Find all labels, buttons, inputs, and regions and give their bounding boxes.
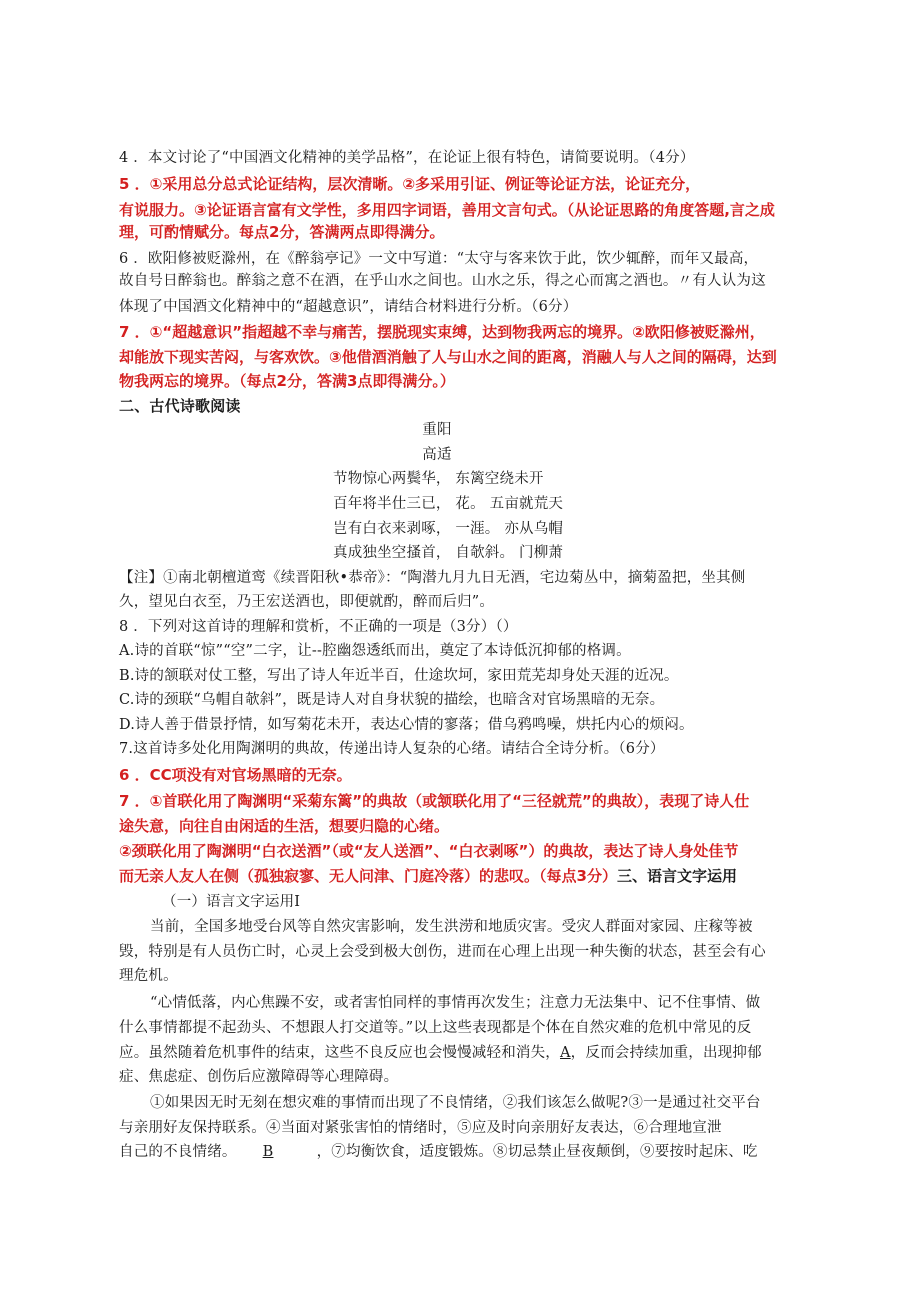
answer7-line1: 7 ．①“超越意识”指超越不幸与痛苦，摆脱现实束缚，达到物我两忘的境界。②欧阳修被贬滁州， [119, 323, 765, 341]
answer7-line3: 物我两忘的境界。（每点2分，答满3点即得满分。） [119, 372, 455, 390]
q8-option-c: C.诗的颈联“乌帽自欹斜”，既是诗人对自身状貌的描绘，也暗含对官场黑暗的无奈。 [119, 692, 665, 708]
answer7b-line4-text: 而无亲人友人在侧（孤独寂寥、无人问津、门庭冷落）的悲叹。（每点3分） [119, 867, 617, 885]
para1-line2: 毁，特别是有人员伤亡时，心灵上会受到极大创伤，进而在心理上出现一种失衡的状态，甚至会有心 [119, 944, 766, 960]
para2-line3-text: 应。虽然随着危机事件的结束，这些不良反应也会慢慢减轻和消失， [119, 1045, 560, 1061]
q7-poem-question: 7.这首诗多处化用陶渊明的典故，传递出诗人复杂的心绪。请结合全诗分析。（6分） [119, 741, 665, 757]
answer7b-line2: 途失意，向往自由闲适的生活，想要归隐的心绪。 [119, 817, 450, 835]
para3-line3-tail: ，⑦均衡饮食，适度锻炼。⑧切忌禁止昼夜颠倒，⑨要按时起床、吃 [316, 1144, 758, 1160]
answer7b-line4 [119, 866, 809, 886]
subsection-1-heading: （一）语言文字运用Ⅰ [162, 894, 301, 910]
poem-line-3: 岂有白衣来剥啄， 一涯。 亦从乌帽 [333, 521, 564, 537]
poem-line-2: 百年将半仕三已， 花。 五亩就荒天 [333, 496, 564, 512]
blank-b: B [262, 1144, 274, 1160]
q8-option-a: A.诗的首联“惊”“空”二字，让--腔幽怨透纸而出，奠定了本诗低沉抑郁的格调。 [119, 643, 631, 659]
answer5-line3: 理，可酌情赋分。每点2分，答满两点即得满分。 [119, 223, 445, 241]
poem-line-1: 节物惊心两鬓华， 东篱空绕未开 [333, 471, 544, 487]
answer7-line2: 却能放下现实苦闷，与客欢饮。③他借酒消触了人与山水之间的距离，消融人与人之间的隔碍，达到 [119, 348, 777, 366]
poem-line-4: 真成独坐空搔首， 自欹斜。 门柳萧 [333, 545, 564, 561]
answer7b-line3: ②颈联化用了陶渊明“白衣送酒”（或“友人送酒”、“白衣剥啄”）的典故，表达了诗人身处佳节 [119, 842, 739, 860]
para3-line1: ①如果因无时无刻在想灾难的事情而出现了不良情绪，②我们该怎么做呢?③一是通过社交平台 [150, 1095, 761, 1111]
para1-line1: 当前，全国多地受台风等自然灾害影响，发生洪涝和地质灾害。受灾人群面对家园、庄稼等被 [150, 919, 753, 935]
q8-option-b: B.诗的颔联对仗工整，写出了诗人年近半百，仕途坎坷，家田荒芜却身处天涯的近况。 [119, 668, 679, 684]
answer5-line2: 有说服力。③论证语言富有文学性，多用四字词语，善用文言句式。（从论证思路的角度答题,言之成 [119, 201, 775, 219]
para2-line2: 什么事情都提不起劲头、不想跟人打交道等。”以上这些表现都是个体在自然灾难的危机中常见的反 [119, 1020, 752, 1036]
section-3-heading: 三、语言文字运用 [616, 867, 737, 885]
section-2-heading: 二、古代诗歌阅读 [119, 397, 241, 415]
para2-line3 [119, 1043, 809, 1063]
q6-line1: 6 ．欧阳修被贬滁州，在《醉翁亭记》一文中写道：“太守与客来饮于此，饮少辄醉，而年又最高， [119, 251, 759, 267]
q8-option-d: D.诗人善于借景抒情，如写菊花未开，表达心情的寥落；借乌鸦鸣噪，烘托内心的烦闷。 [119, 717, 694, 733]
para2-line1: “心情低落，内心焦躁不安，或者害怕同样的事情再次发生；注意力无法集中、记不住事情、做 [150, 995, 761, 1011]
para3-line3 [119, 1142, 809, 1162]
q6-line3: 体现了中国酒文化精神中的“超越意识”，请结合材料进行分析。（6分） [119, 299, 578, 315]
para2-line4: 症、焦虑症、创伤后应激障碍等心理障碍。 [119, 1069, 399, 1085]
para2-line3-tail: ，反而会持续加重，出现抑郁 [570, 1045, 762, 1061]
answer6: 6 ．CC项没有对官场黑暗的无奈。 [119, 766, 352, 784]
para3-line2: 与亲朋好友保持联系。④当面对紧张害怕的情绪时，⑤应及时向亲朋好友表达，⑥合理地宣泄 [119, 1120, 722, 1136]
q6-line2: 故自号日醉翁也。醉翁之意不在酒，在乎山水之间也。山水之乐，得之心而寓之酒也。〃有人认为这 [119, 273, 766, 289]
poem-author: 高适 [422, 447, 452, 463]
note-line2: 久，望见白衣至，乃王宏送酒也，即便就酌，醉而后归”。 [119, 594, 495, 610]
blank-a: A [560, 1045, 571, 1061]
q4-line: 4 ．本文讨论了“中国酒文化精神的美学品格”，在论证上很有特色，请简要说明。（4分） [119, 150, 695, 166]
answer5-line1: 5 ．①采用总分总式论证结构，层次清晰。②多采用引证、例证等论证方法，论证充分， [119, 175, 701, 193]
answer7b-line1: 7 ．①首联化用了陶渊明“采菊东篱”的典故（或颔联化用了“三径就荒”的典故），表现了诗人仕 [119, 792, 750, 810]
poem-title: 重阳 [422, 422, 452, 438]
note-line1: 【注】①南北朝檀道鸾《续晋阳秋•恭帝》：“陶潜九月九日无酒，宅边菊丛中，摘菊盈把，坐其侧 [119, 570, 746, 586]
para1-line3: 理危机。 [119, 968, 178, 984]
q8-stem: 8 ．下列对这首诗的理解和赏析，不正确的一项是（3分）（） [119, 619, 518, 635]
para3-line3-text: 自己的不良情绪。 [119, 1144, 237, 1160]
